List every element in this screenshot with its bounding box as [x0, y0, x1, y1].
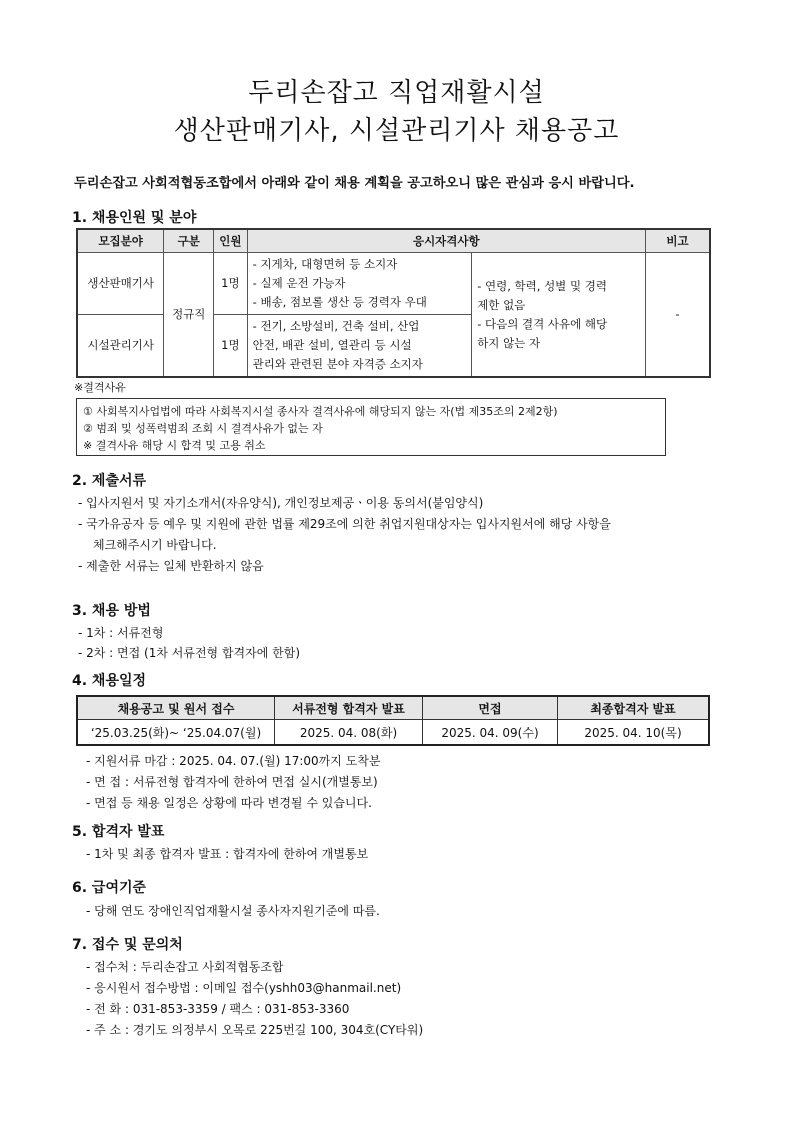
section-6-heading: 6. 급여기준 — [72, 880, 147, 896]
schedule-line: - 지원서류 마감 : 2025. 04. 07.(월) 17:00까지 도착분 — [86, 754, 381, 768]
qual-line: 안전, 배관 설비, 열관리 등 시설 — [252, 338, 412, 352]
employment-type: 정규직 — [164, 253, 214, 378]
method-line: - 1차 : 서류전형 — [78, 626, 164, 640]
page-title-line2: 생산판매기사, 시설관리기사 채용공고 — [173, 116, 620, 146]
docs-line: - 국가유공자 등 예우 및 지원에 관한 법률 제29조에 의한 취업지원대상자는 입사지원서에 해당 사항을 — [78, 517, 611, 531]
schedule-row — [77, 720, 709, 746]
table-row — [77, 253, 710, 315]
schedule-value: 2025. 04. 08(화) — [275, 720, 423, 746]
result-line: - 1차 및 최종 합격자 발표 : 합격자에 한하여 개별통보 — [86, 847, 369, 861]
section-4-heading: 4. 채용일정 — [72, 673, 147, 689]
page-title-line1: 두리손잡고 직업재활시설 — [248, 78, 545, 108]
section-7-heading: 7. 접수 및 문의처 — [72, 937, 183, 953]
section-1-heading: 1. 채용인원 및 분야 — [72, 210, 197, 226]
contact-line: - 응시원서 접수방법 : 이메일 접수(yshh03@hanmail.net) — [86, 981, 402, 995]
schedule-table — [76, 695, 710, 746]
schedule-value: 2025. 04. 09(수) — [423, 720, 558, 746]
qual-facility-manager — [247, 315, 472, 378]
header-type: 구분 — [164, 229, 214, 253]
contact-line: - 전 화 : 031-853-3359 / 팩스 : 031-853-3360 — [86, 1002, 350, 1016]
schedule-header: 서류전형 합격자 발표 — [275, 696, 423, 720]
common-qualification — [472, 253, 646, 378]
schedule-value: ‘25.03.25(화)~ ‘25.04.07(월) — [77, 720, 275, 746]
docs-line: - 제출한 서류는 일체 반환하지 않음 — [78, 559, 264, 573]
schedule-line: - 면 접 : 서류전형 합격자에 한하여 면접 실시(개별통보) — [86, 775, 378, 789]
header-count: 인원 — [214, 229, 248, 253]
method-line: - 2차 : 면접 (1차 서류전형 합격자에 한함) — [78, 646, 300, 660]
disq-line: ※ 결격사유 해당 시 합격 및 고용 취소 — [83, 439, 266, 452]
recruitment-table — [76, 228, 711, 378]
disqualification-title: ※결격사유 — [74, 381, 126, 394]
intro-text: 두리손잡고 사회적협동조합에서 아래와 같이 채용 계획을 공고하오니 많은 관심과 응시 바랍니다. — [74, 176, 635, 191]
contact-line: - 접수처 : 두리손잡고 사회적협동조합 — [86, 960, 284, 974]
docs-line: - 입사지원서 및 자기소개서(자유양식), 개인정보제공ㆍ이용 동의서(붙임양식) — [78, 496, 484, 510]
header-note: 비고 — [645, 229, 710, 253]
qual-line: 제한 없음 — [477, 297, 526, 312]
qual-line: - 전기, 소방설비, 건축 설비, 산업 — [252, 319, 420, 333]
qual-line: - 지게차, 대형면허 등 소지자 — [252, 257, 398, 271]
qual-line: 관리와 관련된 분야 자격증 소지자 — [252, 357, 423, 371]
schedule-header: 면접 — [423, 696, 558, 720]
qual-line: - 배송, 점보롤 생산 등 경력자 우대 — [252, 295, 427, 309]
header-field: 모집분야 — [77, 229, 164, 253]
header-qualification: 응시자격사항 — [247, 229, 645, 253]
schedule-value: 2025. 04. 10(목) — [558, 720, 710, 746]
disq-line: ② 범죄 및 성폭력범죄 조회 시 결격사유가 없는 자 — [83, 422, 323, 435]
schedule-header: 최종합격자 발표 — [558, 696, 710, 720]
qual-sales-driver — [247, 253, 472, 315]
section-5-heading: 5. 합격자 발표 — [72, 824, 165, 840]
schedule-line: - 면접 등 채용 일정은 상황에 따라 변경될 수 있습니다. — [86, 796, 372, 810]
qual-line: - 연령, 학력, 성별 및 경력 — [477, 278, 607, 293]
section-3-heading: 3. 채용 방법 — [72, 603, 151, 619]
field-facility-manager: 시설관리기사 — [77, 315, 164, 378]
schedule-header: 채용공고 및 원서 접수 — [77, 696, 275, 720]
count-facility-manager: 1명 — [214, 315, 248, 378]
qual-line: - 다음의 결격 사유에 해당 — [477, 316, 608, 331]
qual-line: - 실제 운전 가능자 — [252, 276, 346, 290]
count-sales-driver: 1명 — [214, 253, 248, 315]
disqualification-box — [76, 398, 666, 456]
qual-line: 하지 않는 자 — [477, 335, 541, 350]
field-sales-driver: 생산판매기사 — [77, 253, 164, 315]
disq-line: ① 사회복지사업법에 따라 사회복지시설 종사자 결격사유에 해당되지 않는 자(법 제35조의 2제2항) — [83, 405, 558, 418]
contact-line: - 주 소 : 경기도 의정부시 오목로 225번길 100, 304호(CY타워) — [86, 1023, 424, 1037]
table-header-row — [77, 229, 710, 253]
section-2-heading: 2. 제출서류 — [72, 473, 147, 489]
salary-line: - 당해 연도 장애인직업재활시설 종사자지원기준에 따름. — [86, 904, 380, 918]
schedule-header-row — [77, 696, 709, 720]
docs-line: 체크해주시기 바랍니다. — [93, 538, 217, 552]
note-cell: - — [645, 253, 710, 378]
